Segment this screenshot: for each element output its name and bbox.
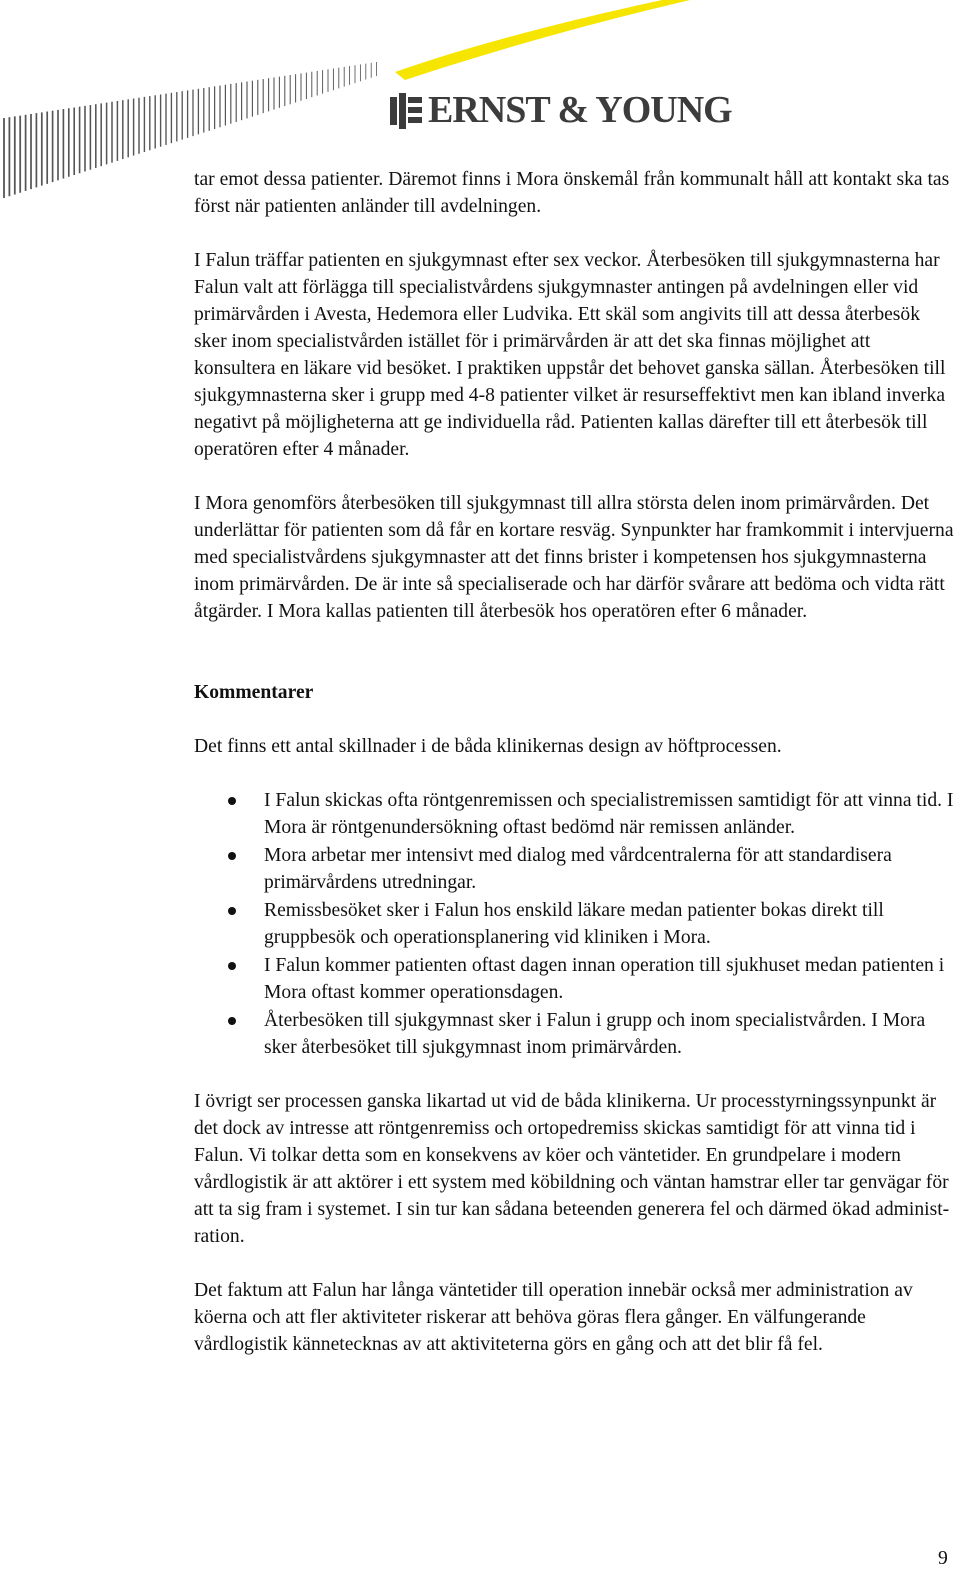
- list-item-text: Mora arbetar mer intensivt med dialog med vårdcentralerna för att standardisera primärvårdens utredningar.: [264, 845, 892, 893]
- list-item: [194, 842, 954, 896]
- bullet-icon: [228, 1017, 236, 1025]
- list-item: [194, 1007, 954, 1061]
- section-heading: Kommentarer: [194, 682, 314, 703]
- paragraph: I övrigt ser processen ganska likartad ut vid de båda klinikerna. Ur processtyrningssynpunkt är det dock av intresse att röntgenremiss och ortopedremiss skickas samtidigt för att vinna tid i Falun. Vi tolkar detta som en konsekvens av köer och väntetider. En grundpelare i modern vårdlogistik är att aktörer i ett system med köbildning och väntan hamstrar eller tar genvägar för att ta sig fram i systemet. I sin tur kan sådana beteenden generera fel och därmed ökad administration.: [194, 1091, 950, 1247]
- page-number: 9: [938, 1548, 948, 1569]
- paragraph: I Mora genomförs återbesöken till sjukgymnast till allra största delen inom primärvården. Det underlättar för patienten som då får en kortare resväg. Synpunkter har framkommit i intervjuerna med specialistvårdens sjukgymnaster att det finns brister i kompetensen hos sjukgymnasterna inom primärvården. De är inte så specialiserade och har därför svårare att bedöma och vidta rätt åtgärder. I Mora kallas patienten till återbesök hos operatören efter 6 månader.: [194, 493, 954, 622]
- list-item-text: Remissbesöket sker i Falun hos enskild läkare medan patienter bokas direkt till gruppbesök och operationsplanering vid kliniken i Mora.: [264, 900, 884, 948]
- section-intro: Det finns ett antal skillnader i de båda klinikernas design av höftprocessen.: [194, 736, 782, 757]
- bullet-icon: [228, 962, 236, 970]
- paragraph: Det faktum att Falun har långa väntetider till operation innebär också mer administration av köerna och att fler aktiviteter riskerar att behöva göras flera gånger. En välfungerande vårdlogistik kännetecknas av att aktiviteterna görs en gång och att det blir få fel.: [194, 1280, 913, 1355]
- list-item-text: Återbesöken till sjukgymnast sker i Falun i grupp och inom specialistvården. I Mora sker återbesöket till sjukgymnast inom primärvården.: [264, 1010, 926, 1058]
- list-item-text: I Falun kommer patienten oftast dagen innan operation till sjukhuset medan patienten i Mora oftast kommer operationsdagen.: [264, 955, 945, 1003]
- document-body: [194, 166, 954, 1385]
- list-item: [194, 897, 954, 951]
- list-item-text: I Falun skickas ofta röntgenremissen och specialistremissen samtidigt för att vinna tid. I Mora är röntgenundersökning oftast bedömd när remissen anländer.: [264, 790, 954, 838]
- list-item: [194, 952, 954, 1006]
- logo-mark: [390, 93, 422, 129]
- paragraph: I Falun träffar patienten en sjukgymnast efter sex veckor. Återbesöken till sjukgymnasterna har Falun valt att förlägga till specialistvårdens sjukgymnaster antingen på avdelningen eller vid primärvården i Avesta, Hedemora eller Ludvika. Ett skäl som angivits till att dessa återbesök sker inom specialistvården istället för i primärvården är att det ska finnas möjlighet att konsultera en läkare vid besöket. I praktiken uppstår det behovet ganska sällan. Återbesöken till sjukgymnasterna sker i grupp med 4-8 patienter vilket är resurseffektivt men kan ibland inverka negativt på möjligheterna att ge individuella råd. Patienten kallas därefter till ett återbesök till operatören efter 4 månader.: [194, 250, 946, 460]
- yellow-swoosh: [395, 0, 690, 80]
- paragraph: tar emot dessa patienter. Däremot finns i Mora önskemål från kommunalt håll att kontakt ska tas först när patienten anländer till avdelningen.: [194, 169, 950, 217]
- bullet-icon: [228, 852, 236, 860]
- ernst-young-logo: ERNST & YOUNG: [428, 89, 732, 131]
- bullet-icon: [228, 907, 236, 915]
- bullet-list: [194, 787, 954, 1061]
- bullet-icon: [228, 797, 236, 805]
- list-item: [194, 787, 954, 841]
